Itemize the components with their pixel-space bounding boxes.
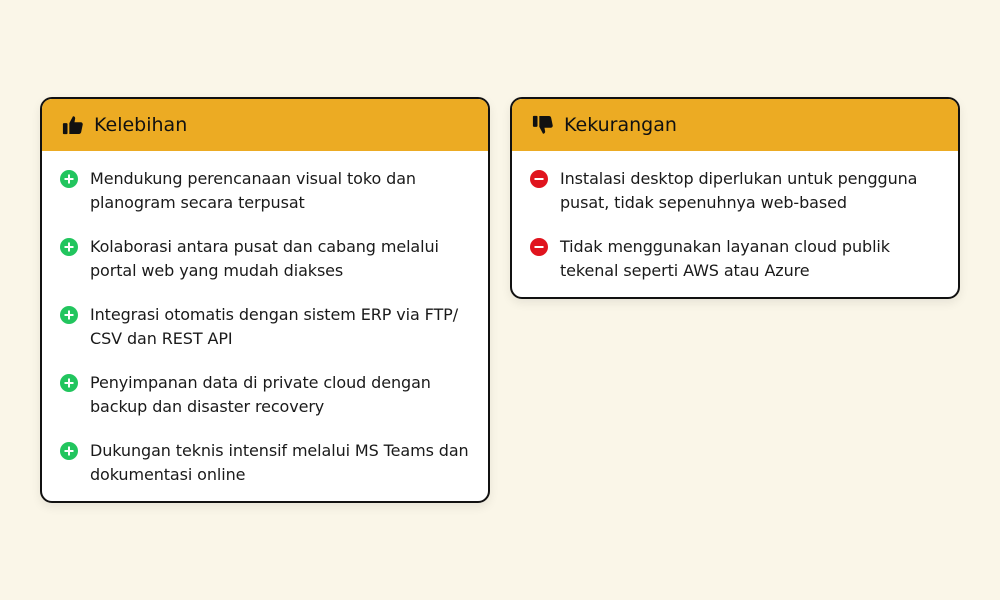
thumbs-up-icon (62, 114, 84, 136)
pros-item (60, 235, 470, 283)
pros-title: Kelebihan (94, 114, 188, 136)
pros-item-text: Dukungan teknis intensif melalui MS Teams dan dokumentasi online (90, 441, 469, 484)
pros-item (60, 439, 470, 487)
cons-item-text: Instalasi desktop diperlukan untuk pengguna pusat, tidak sepenuhnya web-based (560, 169, 918, 212)
pros-item (60, 167, 470, 215)
cons-item (530, 235, 940, 283)
pros-header (42, 99, 488, 151)
pros-item-text: Integrasi otomatis dengan sistem ERP via FTP/ CSV dan REST API (90, 305, 459, 348)
pros-card (40, 97, 490, 503)
pros-list (42, 151, 488, 501)
cons-card (510, 97, 960, 299)
cons-title: Kekurangan (564, 114, 677, 136)
minus-circle-icon (530, 238, 548, 256)
cons-item (530, 167, 940, 215)
pros-item-text: Penyimpanan data di private cloud dengan backup dan disaster recovery (90, 373, 431, 416)
plus-circle-icon (60, 306, 78, 324)
cons-item-text: Tidak menggunakan layanan cloud publik tekenal seperti AWS atau Azure (560, 237, 890, 280)
pros-item-text: Kolaborasi antara pusat dan cabang melalui portal web yang mudah diakses (90, 237, 439, 280)
plus-circle-icon (60, 442, 78, 460)
pros-item (60, 371, 470, 419)
plus-circle-icon (60, 238, 78, 256)
cons-list (512, 151, 958, 297)
plus-circle-icon (60, 170, 78, 188)
pros-item-text: Mendukung perencanaan visual toko dan planogram secara terpusat (90, 169, 416, 212)
thumbs-down-icon (532, 114, 554, 136)
minus-circle-icon (530, 170, 548, 188)
cons-header (512, 99, 958, 151)
plus-circle-icon (60, 374, 78, 392)
pros-item (60, 303, 470, 351)
